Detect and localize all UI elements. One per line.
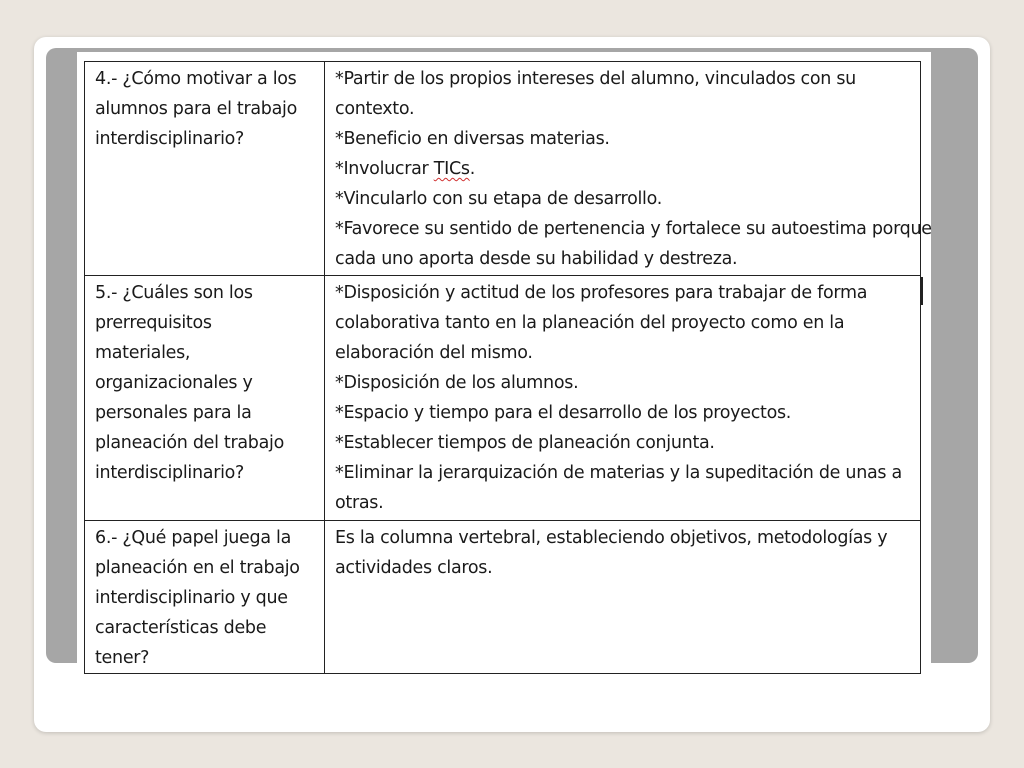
answer-line: elaboración del mismo. [335,343,533,363]
answer-line: *Vincularlo con su etapa de desarrollo. [335,189,662,209]
answer-cell [325,521,921,674]
answer-line: *Partir de los propios intereses del alumno, vinculados con su [335,69,856,89]
questions-table [84,61,932,674]
question-line: tener? [95,648,150,668]
answer-line: *Favorece su sentido de pertenencia y fortalece su autoestima porque [335,219,932,239]
answer-line: *Eliminar la jerarquización de materias y la supeditación de unas a [335,463,902,483]
answer-text: *Involucrar [335,159,434,179]
answer-cell [325,62,932,276]
question-line: interdisciplinario y que [95,588,288,608]
spellcheck-flagged-word: TICs [433,159,470,179]
answer-line: *Beneficio en diversas materias. [335,129,610,149]
answer-line: cada uno aporta desde su habilidad y destreza. [335,249,738,269]
answer-text: . [469,159,475,179]
question-line: materiales, [95,343,191,363]
answer-line: otras. [335,493,384,513]
question-line: interdisciplinario? [95,129,245,149]
question-line: interdisciplinario? [95,463,245,483]
question-line: personales para la [95,403,252,423]
answer-line: Es la columna vertebral, estableciendo objetivos, metodologías y [335,528,888,548]
answer-line: contexto. [335,99,415,119]
question-cell [85,276,325,521]
question-cell [85,62,325,276]
answer-line: *Espacio y tiempo para el desarrollo de los proyectos. [335,403,792,423]
question-line: características debe [95,618,267,638]
table-row [85,521,921,674]
question-line: 6.- ¿Qué papel juega la [95,528,291,548]
question-line: 4.- ¿Cómo motivar a los [95,69,297,89]
question-line: organizacionales y [95,373,253,393]
answer-line: *Disposición de los alumnos. [335,373,579,393]
document-image [77,52,931,680]
question-line: prerrequisitos [95,313,212,333]
answer-line: *Establecer tiempos de planeación conjunta. [335,433,715,453]
table-row [85,276,921,521]
table-row [85,62,921,276]
question-cell [85,521,325,674]
question-line: alumnos para el trabajo [95,99,297,119]
answer-cell [325,276,921,521]
text-cursor-mark [921,277,923,305]
answer-line: colaborativa tanto en la planeación del proyecto como en la [335,313,845,333]
question-line: 5.- ¿Cuáles son los [95,283,253,303]
question-line: planeación en el trabajo [95,558,300,578]
question-line: planeación del trabajo [95,433,285,453]
answer-line: actividades claros. [335,558,493,578]
answer-line: *Disposición y actitud de los profesores para trabajar de forma [335,283,868,303]
answer-line [335,154,906,184]
